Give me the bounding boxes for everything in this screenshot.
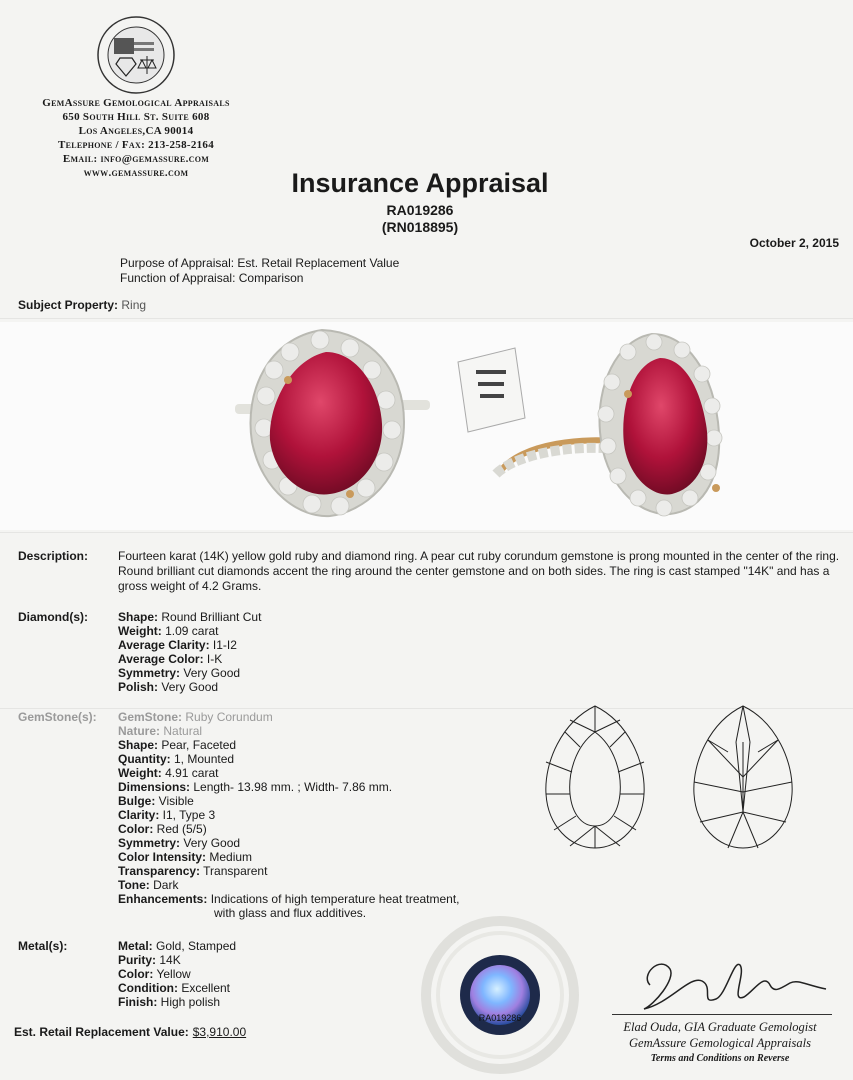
terms-note: Terms and Conditions on Reverse bbox=[650, 1053, 790, 1064]
metal-purity: Purity: 14K bbox=[118, 953, 181, 967]
purpose-block bbox=[120, 256, 399, 286]
gemassure-seal-logo bbox=[90, 14, 182, 96]
company-website: www.gemassure.com bbox=[83, 167, 189, 179]
diamond-weight: Weight: 1.09 carat bbox=[118, 624, 219, 638]
description-text: Fourteen karat (14K) yellow gold ruby and diamond ring. A pear cut ruby corundum gemstone is prong mounted in the center of the ring. Round brilliant cut diamonds accent the ring around the center gemstone and on both sides. The ring is cast stamped "14K" and has a gross weight of 4.2 Grams. bbox=[118, 549, 840, 593]
signer-name: Elad Ouda, GIA Graduate Gemologist bbox=[623, 1020, 817, 1034]
diamonds-label: Diamond(s): bbox=[18, 610, 88, 624]
metal-color: Color: Yellow bbox=[118, 967, 191, 981]
retail-value bbox=[14, 1025, 246, 1039]
gemstone-weight: Weight: 4.91 carat bbox=[118, 766, 219, 780]
subject-property bbox=[18, 298, 146, 312]
gemstone-enhancements: Enhancements: Indications of high temperature heat treatment, bbox=[118, 892, 460, 906]
retail-value-amount: $3,910.00 bbox=[192, 1025, 247, 1039]
company-phone: Telephone / Fax: 213-258-2164 bbox=[57, 139, 215, 151]
diamonds-details bbox=[118, 610, 261, 694]
metal-details bbox=[118, 939, 236, 1009]
pear-crown-diagram bbox=[540, 702, 650, 852]
gemstone-details bbox=[118, 710, 460, 920]
metals-label: Metal(s): bbox=[18, 939, 68, 953]
gemstone-symmetry: Symmetry: Very Good bbox=[118, 836, 241, 850]
hologram-number: RA019286 bbox=[478, 1013, 522, 1023]
description-label: Description: bbox=[18, 549, 89, 563]
metal-type: Metal: Gold, Stamped bbox=[118, 939, 237, 953]
company-name: GemAssure Gemological Appraisals bbox=[42, 97, 230, 109]
subject-label: Subject Property: bbox=[18, 298, 119, 312]
gemstone-label: GemStone(s): bbox=[18, 710, 97, 724]
company-city: Los Angeles,CA 90014 bbox=[78, 125, 194, 137]
gemstone-color: Color: Red (5/5) bbox=[118, 822, 207, 836]
gemstone-clarity: Clarity: I1, Type 3 bbox=[118, 808, 216, 822]
gemstone-bulge: Bulge: Visible bbox=[118, 794, 194, 808]
gemstone-shape: Shape: Pear, Faceted bbox=[118, 738, 237, 752]
function-of-appraisal: Function of Appraisal: Comparison bbox=[120, 271, 304, 285]
diamond-clarity: Average Clarity: I1-I2 bbox=[118, 638, 237, 652]
subject-value: Ring bbox=[118, 298, 147, 312]
gemstone-type: GemStone: Ruby Corundum bbox=[118, 710, 273, 724]
appraisal-number: RA019286 bbox=[386, 202, 454, 218]
gemstone-dimensions: Dimensions: Length- 13.98 mm. ; Width- 7.86 mm. bbox=[118, 780, 393, 794]
gemstone-quantity: Quantity: 1, Mounted bbox=[118, 752, 235, 766]
gemstone-color-intensity: Color Intensity: Medium bbox=[118, 850, 253, 864]
gemstone-enhancements-cont: with glass and flux additives. bbox=[214, 906, 367, 920]
appraisal-date: October 2, 2015 bbox=[749, 236, 839, 250]
metal-finish: Finish: High polish bbox=[118, 995, 221, 1009]
ring-photos bbox=[0, 322, 853, 530]
pear-pavilion-diagram bbox=[688, 702, 798, 852]
diamond-symmetry: Symmetry: Very Good bbox=[118, 666, 241, 680]
ring-photo-illustration bbox=[0, 322, 853, 530]
company-street: 650 South Hill St. Suite 608 bbox=[62, 111, 210, 123]
page-title: Insurance Appraisal bbox=[291, 168, 549, 198]
reference-number: (RN018895) bbox=[381, 219, 459, 235]
metal-condition: Condition: Excellent bbox=[118, 981, 231, 995]
diamond-shape: Shape: Round Brilliant Cut bbox=[118, 610, 262, 624]
diamond-polish: Polish: Very Good bbox=[118, 680, 219, 694]
diamond-color: Average Color: I-K bbox=[118, 652, 223, 666]
appraisal-ids bbox=[0, 202, 840, 236]
signer-company: GemAssure Gemological Appraisals bbox=[629, 1036, 811, 1050]
gemstone-nature: Nature: Natural bbox=[118, 724, 203, 738]
purpose-of-appraisal: Purpose of Appraisal: Est. Retail Replacement Value bbox=[120, 256, 400, 270]
company-email: Email: info@gemassure.com bbox=[62, 153, 210, 165]
gemstone-transparency: Transparency: Transparent bbox=[118, 864, 268, 878]
signature-image bbox=[630, 945, 830, 1015]
retail-value-label: Est. Retail Replacement Value: bbox=[14, 1025, 189, 1039]
hologram-seal bbox=[415, 915, 585, 1075]
gemstone-tone: Tone: Dark bbox=[118, 878, 179, 892]
